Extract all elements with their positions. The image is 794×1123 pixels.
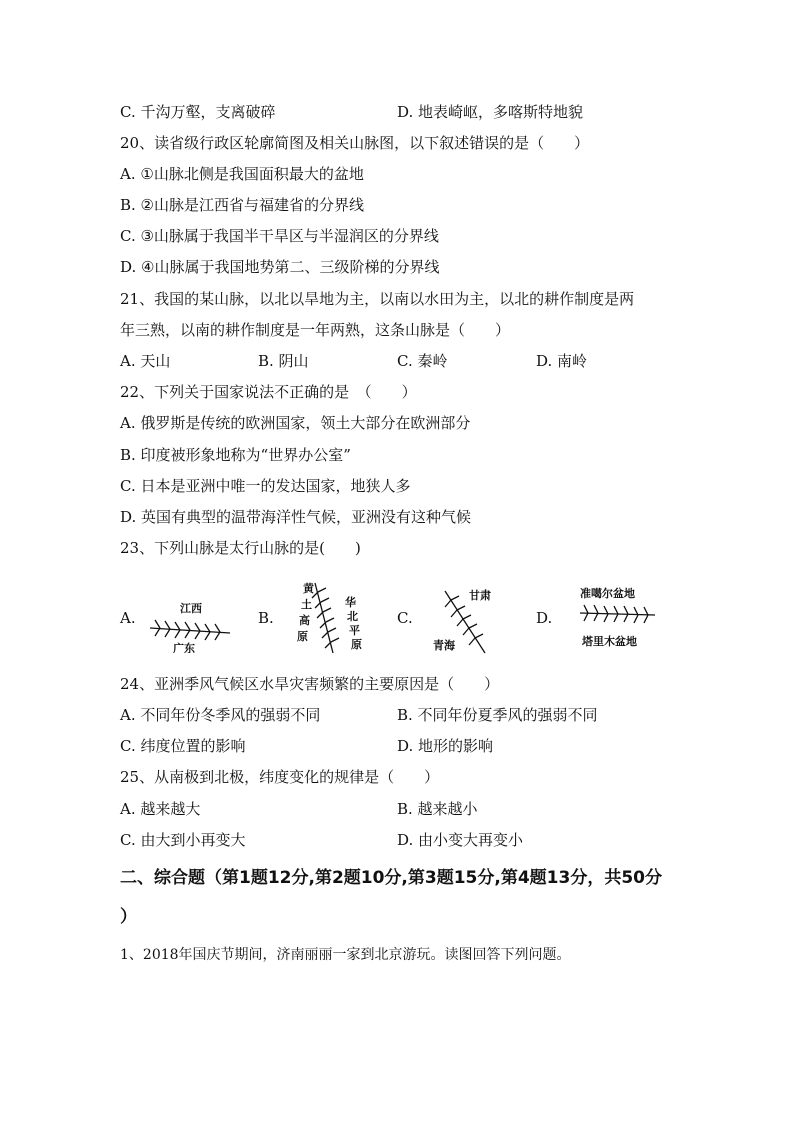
question-25-option-b: B. 越来越小: [397, 800, 478, 818]
q23-option-a-mountain-diagram: [145, 588, 235, 653]
q23-a-label-bottom: 广东: [173, 642, 195, 653]
question-22-option-c: C. 日本是亚洲中唯一的发达国家，地狭人多: [120, 477, 411, 495]
section-2-title-line2: ）: [120, 907, 137, 927]
question-20-option-b: B. ②山脉是江西省与福建省的分界线: [120, 196, 365, 214]
q23-b-right-4: 原: [351, 638, 362, 651]
question-22-option-d: D. 英国有典型的温带海洋性气候，亚洲没有这种气候: [120, 508, 472, 526]
section-2-title-line1: 二、综合题（第1题12分,第2题10分,第3题15分,第4题13分，共50分: [120, 868, 662, 888]
q23-b-left-2: 土: [301, 598, 312, 611]
q19-option-c: C. 千沟万壑，支离破碎: [120, 103, 276, 121]
q23-d-label-bottom: 塔里木盆地: [582, 635, 637, 648]
question-21-option-c: C. 秦岭: [397, 352, 448, 370]
question-21-option-d: D. 南岭: [536, 352, 588, 370]
q23-option-b-letter: B.: [258, 609, 274, 627]
q23-c-label-bottom: 青海: [433, 639, 455, 652]
question-21-option-a: A. 天山: [120, 352, 171, 370]
question-25-option-a: A. 越来越大: [120, 800, 201, 818]
q23-b-right-1: 华: [345, 596, 356, 609]
comprehensive-question-1-stem: 1、2018年国庆节期间，济南丽丽一家到北京游玩。读图回答下列问题。: [120, 947, 571, 963]
question-25-stem: 25、从南极到北极，纬度变化的规律是（ ）: [120, 768, 440, 786]
question-20-stem: 20、读省级行政区轮廓简图及相关山脉图，以下叙述错误的是（ ）: [120, 134, 590, 152]
q23-option-d-letter: D.: [536, 609, 553, 627]
question-21-option-b: B. 阴山: [258, 352, 309, 370]
question-24-option-a: A. 不同年份冬季风的强弱不同: [120, 706, 321, 724]
question-21-stem-line1: 21、我国的某山脉，以北以旱地为主，以南以水田为主，以北的耕作制度是两: [120, 290, 635, 308]
q23-option-c-mountain-diagram: [425, 583, 505, 658]
question-20-option-c: C. ③山脉属于我国半干旱区与半湿润区的分界线: [120, 227, 439, 245]
question-21-stem-line2: 年三熟，以南的耕作制度是一年两熟，这条山脉是（ ）: [120, 321, 511, 339]
q23-b-left-1: 黄: [303, 582, 314, 595]
q23-b-left-3: 高: [299, 614, 310, 627]
q23-option-b-mountain-diagram: [285, 578, 375, 658]
q23-c-label-top: 甘肃: [469, 589, 491, 602]
question-25-option-d: D. 由小变大再变小: [397, 831, 524, 849]
question-20-option-a: A. ①山脉北侧是我国面积最大的盆地: [120, 165, 364, 183]
q23-d-label-top: 准噶尔盆地: [580, 587, 635, 600]
q23-option-a-letter: A.: [120, 609, 136, 627]
q23-b-right-2: 北: [347, 610, 358, 623]
q23-option-c-letter: C.: [397, 609, 413, 627]
question-24-option-b: B. 不同年份夏季风的强弱不同: [397, 706, 598, 724]
q23-option-d-mountain-diagram: [570, 583, 665, 653]
question-20-option-d: D. ④山脉属于我国地势第二、三级阶梯的分界线: [120, 258, 440, 276]
question-22-stem: 22、下列关于国家说法不正确的是 （ ）: [120, 383, 417, 401]
question-22-option-a: A. 俄罗斯是传统的欧洲国家，领土大部分在欧洲部分: [120, 414, 471, 432]
question-24-option-d: D. 地形的影响: [397, 737, 494, 755]
question-24-stem: 24、亚洲季风气候区水旱灾害频繁的主要原因是（ ）: [120, 675, 500, 693]
question-23-map-options: [0, 578, 794, 658]
question-22-option-b: B. 印度被形象地称为“世界办公室”: [120, 446, 351, 464]
q23-b-right-3: 平: [349, 624, 360, 637]
question-23-stem: 23、下列山脉是太行山脉的是( ): [120, 539, 361, 557]
q23-b-left-4: 原: [297, 630, 308, 643]
q19-option-d: D. 地表崎岖，多喀斯特地貌: [397, 103, 584, 121]
question-25-option-c: C. 由大到小再变大: [120, 831, 246, 849]
question-24-option-c: C. 纬度位置的影响: [120, 737, 246, 755]
q23-a-label-top: 江西: [180, 602, 202, 615]
